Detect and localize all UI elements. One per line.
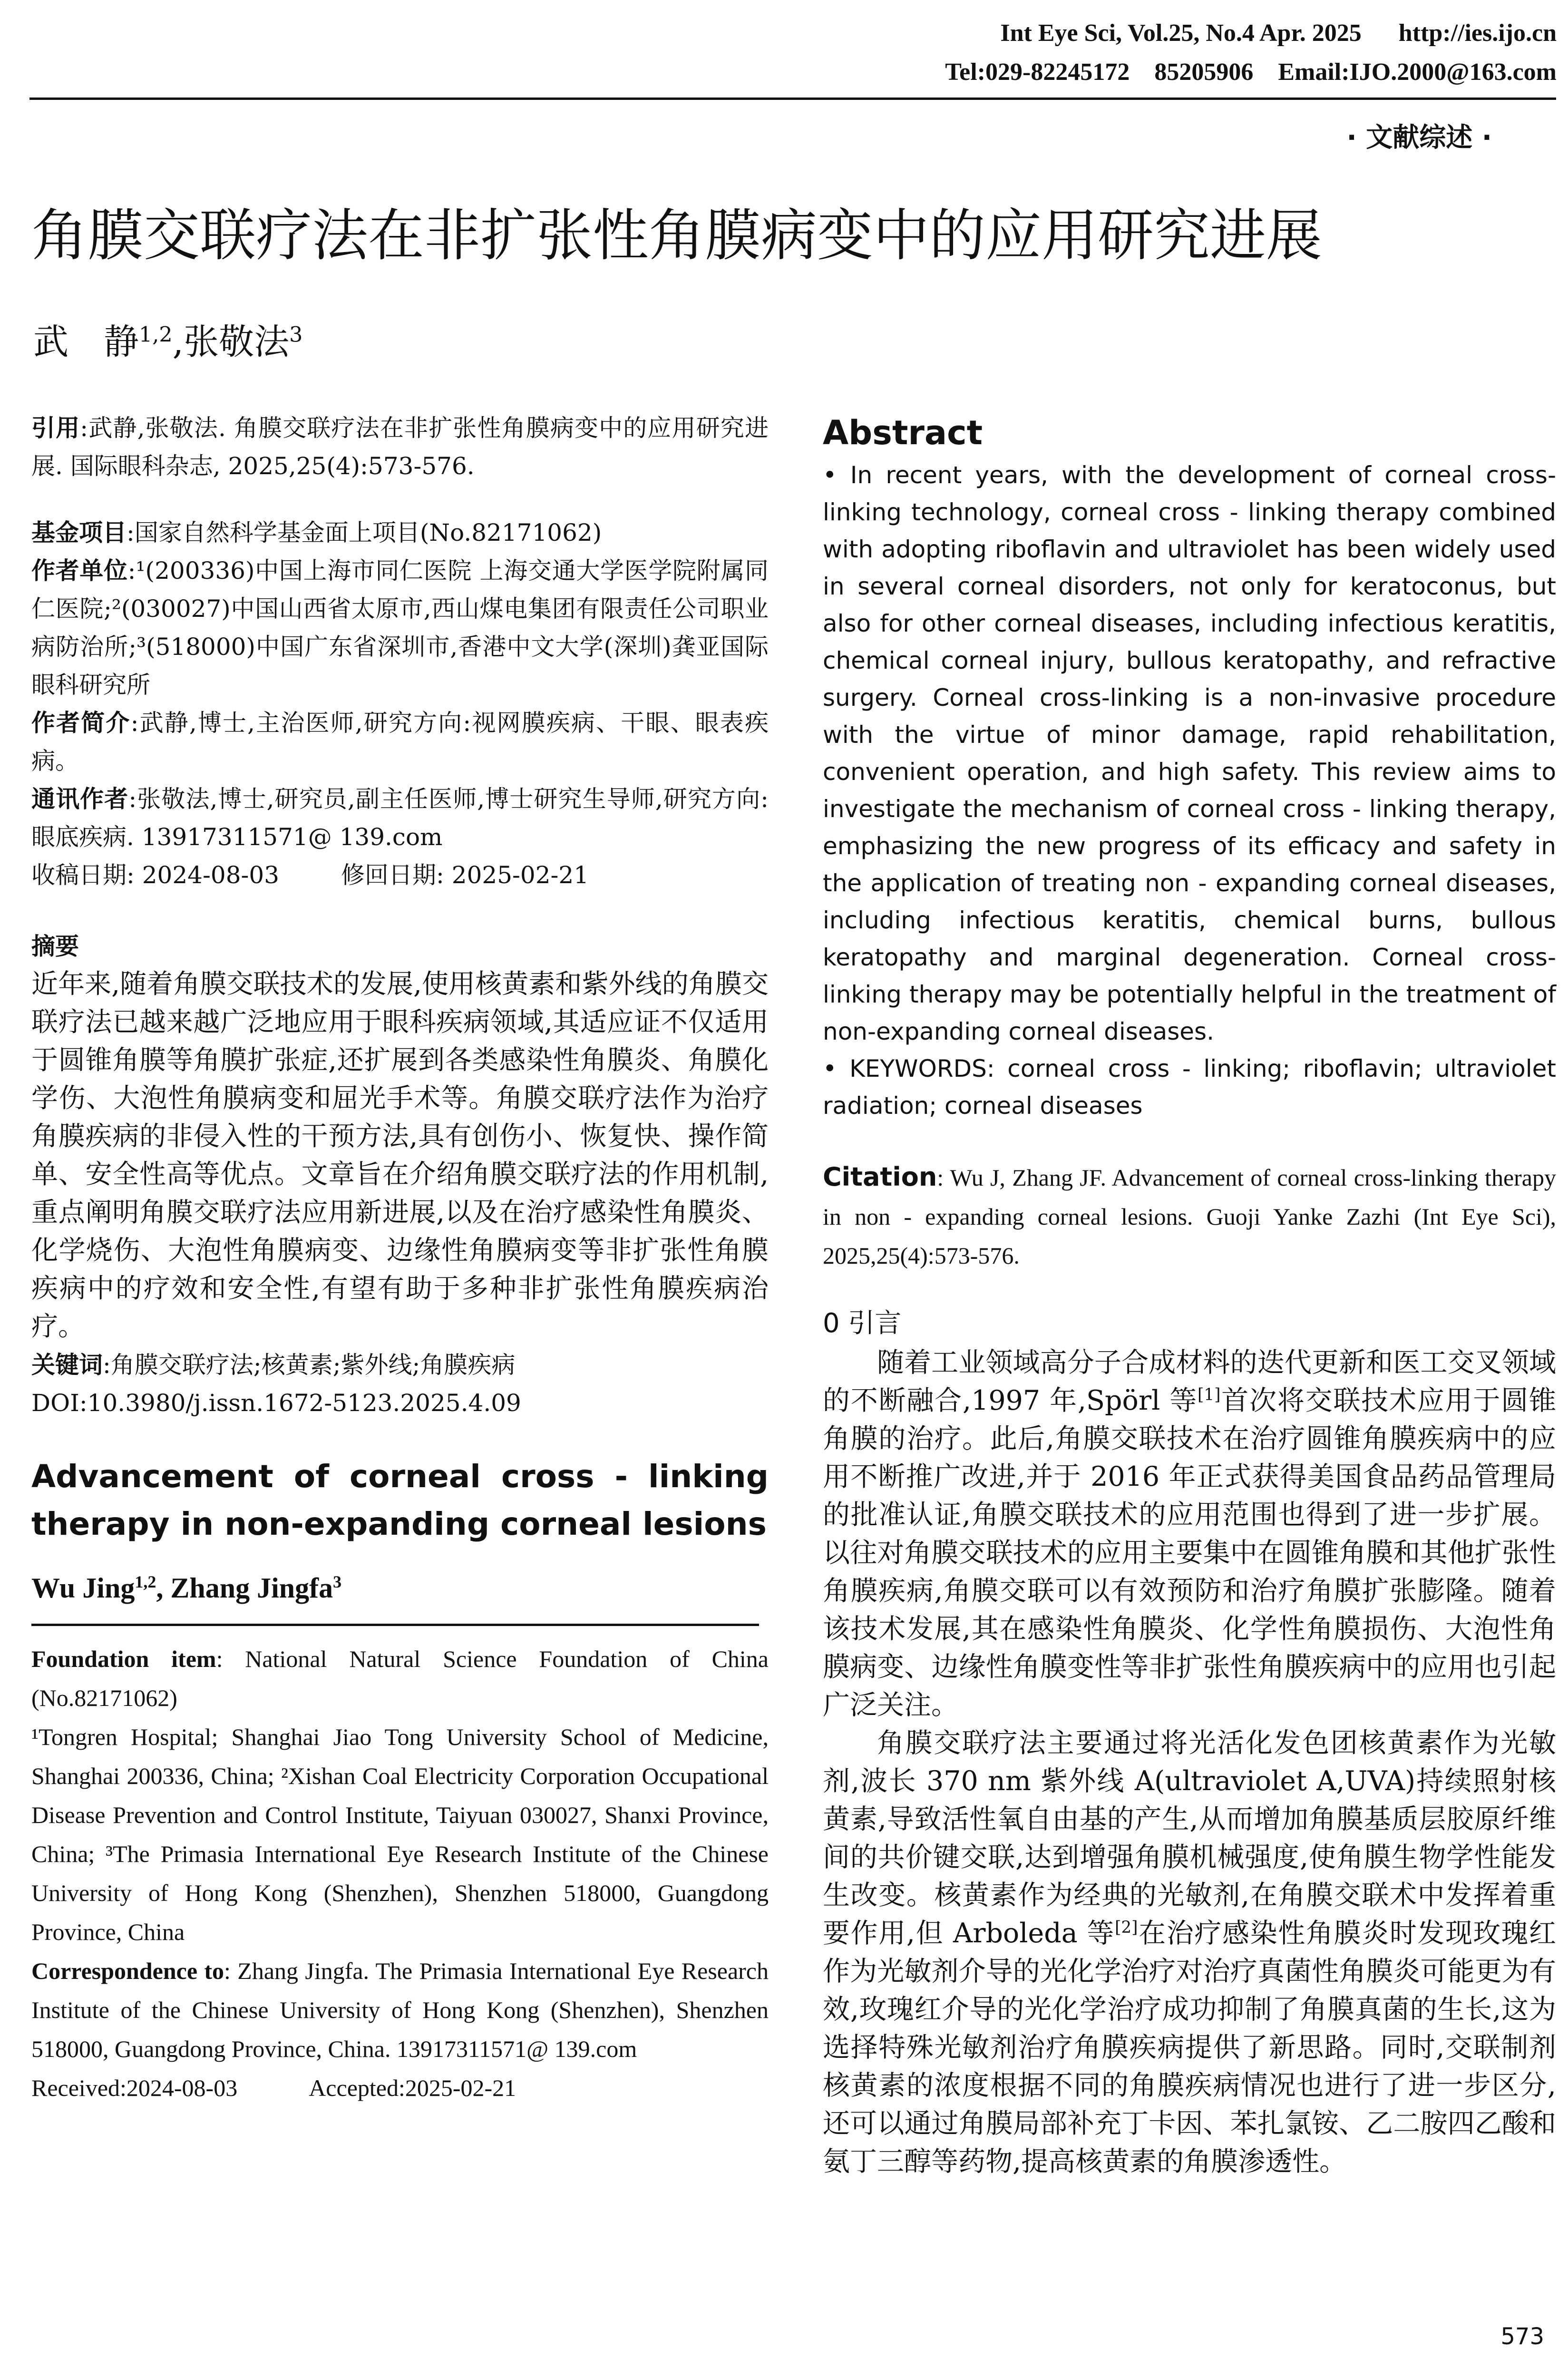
bio-cn-text: :武静,博士,主治医师,研究方向:视网膜疾病、干眼、眼表疾病。 [31,709,769,775]
intro-p2-part1: 角膜交联疗法主要通过将光活化发色团核黄素作为光敏剂,波长 370 nm 紫外线 A(ultraviolet A,UVA)持续照射核黄素,导致活性氧自由基的产生,从而增加角膜基质层胶原纤维间的共价键交联,达到增强角膜机械强度,使角膜生物学性能发生改变。核黄素作为经典的光敏剂,在角膜交联术中发挥着重要作用,但 Arboleda 等 [823,1727,1556,1949]
received-en: Received:2024-08-03 [31,2075,238,2101]
citation-cn-text: :武静,张敬法. 角膜交联疗法在非扩张性角膜病变中的应用研究进展. 国际眼科杂志, 2025,25(4):573-576. [31,414,769,480]
citation-cn [31,409,769,485]
accepted-en: Accepted:2025-02-21 [309,2075,516,2101]
author-1-affil-en: 1,2 [135,1572,156,1591]
units-cn [31,552,769,704]
fund-cn [31,514,769,552]
fund-en-text: : National Natural Science Foundation of China (No.82171062) [31,1646,769,1711]
corr-en-label: Correspondence to [31,1958,224,1984]
contact-info-line: Tel:029-82245172 85205906 Email:IJO.2000@163.com [945,58,1557,86]
received-cn: 收稿日期: 2024-08-03 [31,861,280,889]
corr-en-text: : Zhang Jingfa. The Primasia International Eye Research Institute of the Chinese University of Hong Kong (Shenzhen), Shenzhen 518000, Guangdong Province, China. 13917311571@ 139.com [31,1958,769,2062]
author-1-affil-cn: 1,2 [139,322,173,347]
keywords-cn-text: :角膜交联疗法;核黄素;紫外线;角膜疾病 [103,1351,516,1379]
citation-en-text: : Wu J, Zhang JF. Advancement of corneal cross-linking therapy in non - expanding corneal lesions. Guoji Yanke Zazhi (Int Eye Sci), 2025,25(4):573-576. [823,1164,1556,1269]
units-cn-label: 作者单位 [31,557,128,585]
intro-p1-part2: 首次将交联技术应用于圆锥角膜的治疗。此后,角膜交联技术在治疗圆锥角膜疾病中的应用不断推广改进,并于 2016 年正式获得美国食品药品管理局的批准认证,角膜交联技术的应用范围也得到了进一步扩展。以往对角膜交联技术的应用主要集中在圆锥角膜和其他扩张性角膜疾病,角膜交联可以有效预防和治疗角膜扩张膨隆。随着该技术发展,其在感染性角膜炎、化学性角膜损伤、大泡性角膜病变、边缘性角膜变性等非扩张性角膜疾病中的应用也引起广泛关注。 [823,1385,1557,1721]
intro-heading: 0 引言 [823,1308,902,1339]
author-2-affil-cn: 3 [289,322,303,347]
affiliations-en: ¹Tongren Hospital; Shanghai Jiao Tong University School of Medicine, Shanghai 200336, China; ²Xishan Coal Electricity Corporation Occupational Disease Prevention and Control Institute, Taiyuan 030027, Shanxi Province, China; ³The Primasia International Eye Research Institute of the Chinese University of Hong Kong (Shenzhen), Shenzhen 518000, Guangdong Province, China [31,1724,769,1945]
bio-cn-label: 作者简介 [31,709,131,737]
section-tag: · 文献综述 · [1346,122,1492,153]
authors-en [31,1572,769,1605]
author-sep-en: , [156,1572,171,1604]
left-column [31,409,769,2107]
citation-en-label: Citation [823,1162,937,1192]
abstract-cn-text: 近年来,随着角膜交联技术的发展,使用核黄素和紫外线的角膜交联疗法已越来越广泛地应用于眼科疾病领域,其适应证不仅适用于圆锥角膜等角膜扩张症,还扩展到各类感染性角膜炎、角膜化学伤、大泡性角膜病变和屈光手术等。角膜交联疗法作为治疗角膜疾病的非侵入性的干预方法,具有创伤小、恢复快、操作简单、安全性高等优点。文章旨在介绍角膜交联疗法的作用机制,重点阐明角膜交联疗法应用新进展,以及在治疗感染性角膜炎、化学烧伤、大泡性角膜病变、边缘性角膜病变等非扩张性角膜疾病中的疗效和安全性,有望有助于多种非扩张性角膜疾病治疗。 [31,969,769,1342]
author-sep-cn: , [172,321,184,362]
header-rule [29,97,1556,100]
intro-paragraph-2 [823,1724,1556,2181]
abstract-en-text: • In recent years, with the development of corneal cross-linking technology, corneal cross - linking therapy combined with adopting riboflavin and ultraviolet has been widely used in several corneal disorders, not only for keratoconus, but also for other corneal diseases, including infectious keratitis, chemical corneal injury, bullous keratopathy, and refractive surgery. Corneal cross-linking is a non-invasive procedure with the virtue of minor damage, rapid rehabilitation, convenient operation, and high safety. This review aims to investigate the mechanism of corneal cross - linking therapy, emphasizing the new progress of its efficacy and safety in the application of treating non - expanding corneal diseases, including infectious keratitis, chemical burns, bullous keratopathy and marginal degeneration. Corneal cross-linking therapy may be potentially helpful in the treatment of non-expanding corneal diseases. [823,461,1556,1045]
keywords-en: • KEYWORDS: corneal cross - linking; riboflavin; ultraviolet radiation; corneal diseases [823,1055,1556,1120]
keywords-cn [31,1346,769,1384]
author-1-cn: 武 静 [33,321,139,362]
corr-cn-text: :张敬法,博士,研究员,副主任医师,博士研究生导师,研究方向:眼底疾病. 13917311571@ 139.com [31,785,769,851]
citation-en [823,1158,1556,1275]
corr-cn-label: 通讯作者 [31,785,129,813]
journal-info-line: Int Eye Sci, Vol.25, No.4 Apr. 2025 http://ies.ijo.cn [1000,19,1557,47]
units-cn-text: :¹(200336)中国上海市同仁医院 上海交通大学医学院附属同仁医院;²(030027)中国山西省太原市,西山煤电集团有限责任公司职业病防治所;³(518000)中国广东省深圳市,香港中文大学(深圳)龚亚国际眼科研究所 [31,557,769,699]
intro-p2-part2: 在治疗感染性角膜炎时发现玫瑰红作为光敏剂介导的光化学治疗对治疗真菌性角膜炎可能更为有效,玫瑰红介导的光化学治疗成功抑制了角膜真菌的生长,这为选择特殊光敏剂治疗角膜疾病提供了新思路。同时,交联制剂核黄素的浓度根据不同的角膜疾病情况也进行了进一步区分,还可以通过角膜局部补充丁卡因、苯扎氯铵、乙二胺四乙酸和氨丁三醇等药物,提高核黄素的角膜渗透性。 [823,1918,1557,2177]
fund-en [31,1639,769,1717]
author-2-cn: 张敬法 [184,321,290,362]
author-2-affil-en: 3 [333,1572,342,1591]
title-en: Advancement of corneal cross - linking therapy in non-expanding corneal lesions [31,1458,769,1542]
ref-2[interactable]: [2] [1115,1918,1138,1937]
doi-cn: DOI:10.3980/j.issn.1672-5123.2025.4.09 [31,1389,521,1417]
abstract-cn-heading: 摘要 [31,933,79,960]
intro-paragraph-1 [823,1344,1556,1724]
author-2-en: Zhang Jingfa [170,1572,333,1604]
title-cn: 角膜交联疗法在非扩张性角膜病变中的应用研究进展 [31,203,1323,268]
intro-p1-part1: 随着工业领域高分子合成材料的迭代更新和医工交叉领域的不断融合,1997 年,Spörl 等 [823,1347,1556,1416]
fund-cn-label: 基金项目 [31,519,127,546]
dates-cn [31,856,769,894]
dates-en [31,2068,769,2107]
revised-cn: 修回日期: 2025-02-21 [341,861,589,889]
keywords-cn-label: 关键词 [31,1351,103,1379]
author-1-en: Wu Jing [31,1572,135,1604]
right-column [823,409,1556,2181]
citation-cn-label: 引用 [31,414,80,442]
page-number: 573 [1500,2323,1544,2350]
fund-cn-text: :国家自然科学基金面上项目(No.82171062) [127,519,602,546]
corr-en [31,1951,769,2068]
authors-cn [33,314,302,364]
corr-cn [31,780,769,856]
abstract-en-heading: Abstract [823,413,983,452]
ref-1[interactable]: [1] [1198,1385,1221,1404]
fund-en-label: Foundation item [31,1646,216,1672]
bio-cn [31,704,769,780]
